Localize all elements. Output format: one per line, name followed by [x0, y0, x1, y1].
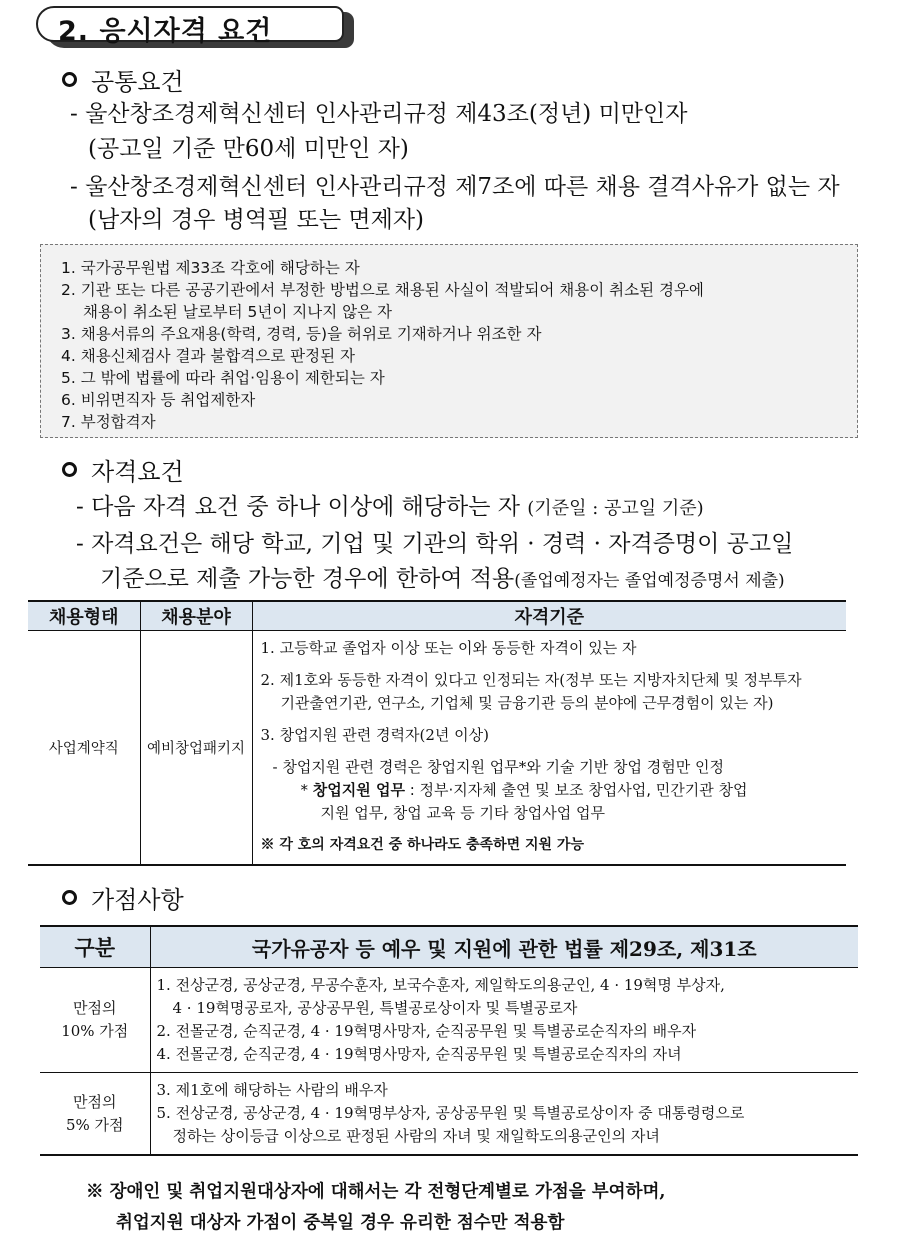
- list-item: 2. 기관 또는 다른 공공기관에서 부정한 방법으로 채용된 사실이 적발되어 채용이 취소된 경우에: [61, 281, 704, 299]
- disqualification-box: [40, 244, 858, 438]
- list-item: 4 · 19혁명공로자, 공상공무원, 특별공로상이자 및 특별공로자: [172, 999, 578, 1017]
- list-item: 정하는 상이등급 이상으로 판정된 사람의 자녀 및 재일학도의용군인의 자녀: [172, 1127, 660, 1145]
- table-header-row: [40, 926, 858, 968]
- list-item: 4. 전몰군경, 순직군경, 4 · 19혁명사망자, 순직공무원 및 특별공로순직자의 자녀: [156, 1045, 682, 1063]
- base-date-note: (기준일 : 공고일 기준): [527, 498, 704, 519]
- category-line: 10% 가점: [61, 1022, 129, 1040]
- startup-support-label: 창업지원 업무: [312, 781, 405, 800]
- criteria-item: 기관출연기관, 연구소, 기업체 및 금융기관 등의 분야에 근무경험이 있는 자): [280, 694, 774, 713]
- table-row: [40, 968, 858, 1073]
- circle-bullet-icon: [62, 462, 77, 477]
- circle-bullet-icon: [62, 890, 77, 905]
- qualification-line-1: [76, 491, 704, 525]
- list-item: 2. 전몰군경, 순직군경, 4 · 19혁명사망자, 순직공무원 및 특별공로순직자의 배우자: [156, 1022, 697, 1040]
- header-field: 채용분야: [140, 601, 252, 631]
- qualification-line-2: - 자격요건은 해당 학교, 기업 및 기관의 학위 · 경력 · 자격증명이 공고일: [76, 531, 794, 557]
- category-line: 만점의: [73, 999, 117, 1017]
- section-title: 2. 응시자격 요건: [58, 16, 273, 47]
- qualification-heading-label: 자격요건: [91, 458, 184, 486]
- category-cell: [40, 1073, 150, 1156]
- list-item: 1. 국가공무원법 제33조 각호에 해당하는 자: [61, 259, 360, 277]
- bonus-items-cell: [150, 968, 858, 1073]
- list-item: 5. 전상군경, 공상군경, 4 · 19혁명부상자, 공상공무원 및 특별공로상이자 중 대통령령으로: [156, 1104, 745, 1122]
- criteria-cell: [252, 631, 846, 865]
- header-employment-type: 채용형태: [28, 601, 140, 631]
- graduation-note: (졸업예정자는 졸업예정증명서 제출): [514, 571, 785, 591]
- category-line: 5% 가점: [65, 1115, 124, 1134]
- footnote-line-2: 취업지원 대상자 가점이 중복일 경우 유리한 점수만 적용함: [116, 1213, 565, 1233]
- criteria-item: 2. 제1호와 동등한 자격이 있다고 인정되는 자(정부 또는 지방자치단체 및 정부투자: [260, 671, 802, 690]
- bonus-items: [151, 968, 859, 1072]
- table-header-row: [28, 601, 846, 631]
- category-line: 만점의: [73, 1092, 117, 1111]
- qualification-table: [28, 600, 846, 866]
- table-row: [40, 1073, 858, 1156]
- footnote-line-1: ※ 장애인 및 취업지원대상자에 대해서는 각 전형단계별로 가점을 부여하며,: [86, 1182, 666, 1202]
- criteria-item: [261, 779, 847, 802]
- asterisk-mark: *: [300, 781, 313, 800]
- list-item: 7. 부정합격자: [61, 413, 156, 431]
- common-heading: [62, 62, 184, 97]
- criteria-item: 3. 창업지원 관련 경력자(2년 이상): [260, 726, 490, 745]
- criteria-item: 1. 고등학교 졸업자 이상 또는 이와 동등한 자격이 있는 자: [260, 639, 637, 658]
- list-item: 1. 전상군경, 공상군경, 무공수훈자, 보국수훈자, 제일학도의용군인, 4 · 19혁명 부상자,: [156, 976, 725, 994]
- category-cell: [40, 968, 150, 1073]
- bonus-items-cell: [150, 1073, 858, 1156]
- circle-bullet-icon: [62, 72, 77, 87]
- qualification-heading: [62, 452, 184, 487]
- startup-support-desc: : 정부·지자체 출연 및 보조 창업사업, 민간기관 창업: [404, 781, 748, 800]
- common-line-4: (남자의 경우 병역필 또는 면제자): [88, 207, 425, 233]
- list-item: 5. 그 밖에 법률에 따라 취업·임용이 제한되는 자: [61, 369, 385, 387]
- header-law: 국가유공자 등 예우 및 지원에 관한 법률 제29조, 제31조: [150, 926, 858, 968]
- bonus-heading: [62, 880, 184, 915]
- criteria-item: 지원 업무, 창업 교육 등 기타 창업사업 업무: [320, 804, 605, 823]
- common-heading-label: 공통요건: [91, 68, 184, 96]
- qualification-line-text: - 다음 자격 요건 중 하나 이상에 해당하는 자: [76, 494, 520, 520]
- bonus-items: [151, 1073, 859, 1154]
- common-line-1: - 울산창조경제혁신센터 인사관리규정 제43조(정년) 미만인자: [70, 101, 688, 127]
- qualification-line-text: 기준으로 제출 가능한 경우에 한하여 적용: [100, 566, 515, 592]
- criteria-item: - 창업지원 관련 경력은 창업지원 업무*와 기술 기반 창업 경험만 인정: [272, 758, 724, 777]
- criteria-note: ※ 각 호의 자격요건 중 하나라도 충족하면 지원 가능: [260, 837, 584, 854]
- table-row: [28, 631, 846, 865]
- qualification-line-3: [100, 563, 785, 597]
- list-item: 3. 채용서류의 주요재용(학력, 경력, 등)을 허위로 기재하거나 위조한 자: [61, 325, 542, 343]
- list-item: 3. 제1호에 해당하는 사람의 배우자: [156, 1081, 388, 1099]
- bonus-heading-label: 가점사항: [91, 886, 184, 914]
- bonus-table: [40, 925, 858, 1156]
- list-item: 6. 비위면직자 등 취업제한자: [61, 391, 256, 409]
- list-item: 4. 채용신체검사 결과 불합격으로 판정된 자: [61, 347, 355, 365]
- disqualification-list: [41, 245, 857, 433]
- common-line-2: (공고일 기준 만60세 미만인 자): [88, 136, 409, 162]
- employment-type-cell: 사업계약직: [28, 631, 140, 865]
- common-line-3: - 울산창조경제혁신센터 인사관리규정 제7조에 따른 채용 결격사유가 없는 자: [70, 174, 840, 200]
- header-category: 구분: [40, 926, 150, 968]
- field-cell: 예비창업패키지: [140, 631, 252, 865]
- list-item: 채용이 취소된 날로부터 5년이 지나지 않은 자: [83, 303, 392, 321]
- section-header: [36, 6, 356, 48]
- header-criteria: 자격기준: [252, 601, 846, 631]
